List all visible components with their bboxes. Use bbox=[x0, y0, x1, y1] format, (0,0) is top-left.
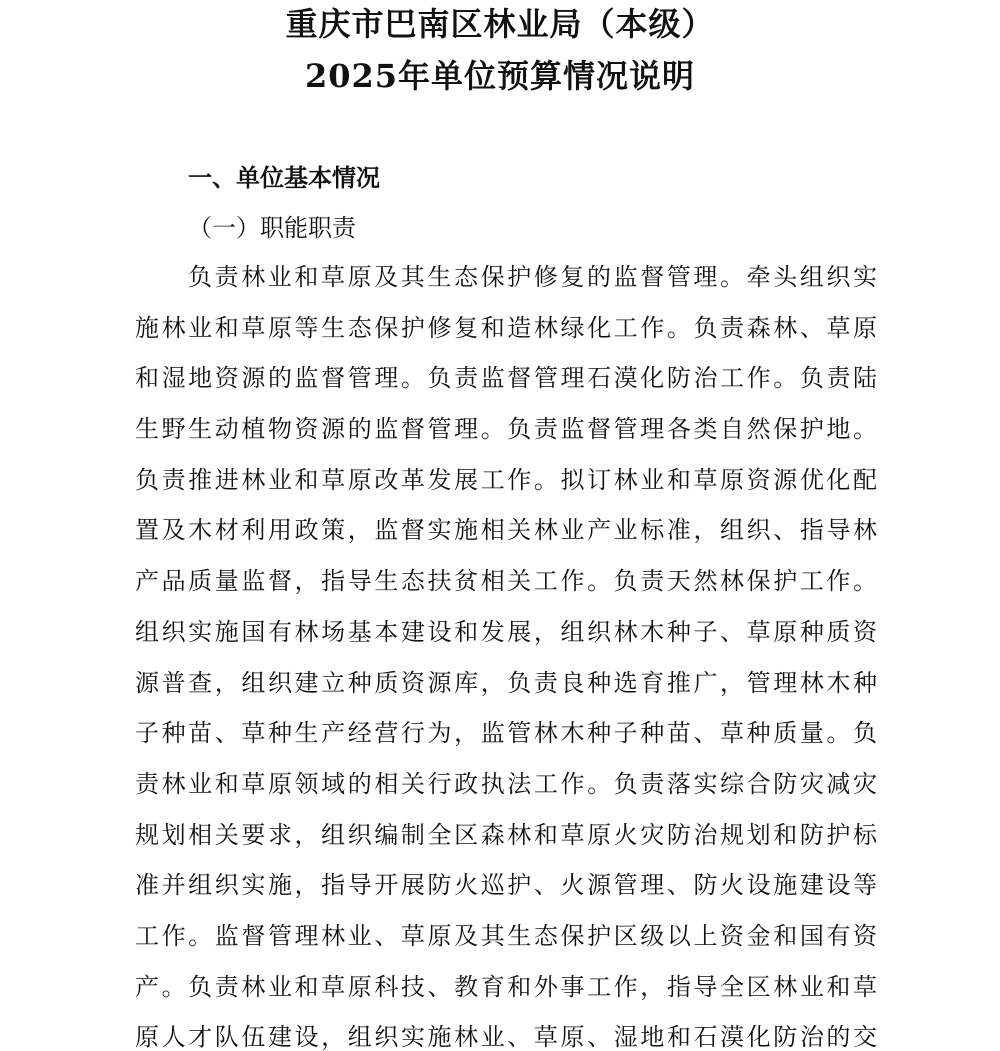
paragraph-line: 负责推进林业和草原改革发展工作。拟订林业和草原资源优化配 bbox=[135, 465, 877, 494]
section-heading-unit-basic-info: 一、单位基本情况 bbox=[188, 163, 380, 192]
duties-paragraph bbox=[135, 259, 877, 1051]
paragraph-line: 产。负责林业和草原科技、教育和外事工作，指导全区林业和草 bbox=[135, 972, 877, 1001]
document-title-line-2: 2025年单位预算情况说明 bbox=[304, 57, 696, 95]
paragraph-line: 负责林业和草原及其生态保护修复的监督管理。牵头组织实 bbox=[188, 263, 877, 291]
paragraph-line: 和湿地资源的监督管理。负责监督管理石漠化防治工作。负责陆 bbox=[135, 364, 877, 393]
paragraph-line: 生野生动植物资源的监督管理。负责监督管理各类自然保护地。 bbox=[135, 415, 877, 444]
paragraph-line: 置及木材利用政策，监督实施相关林业产业标准，组织、指导林 bbox=[135, 516, 877, 545]
paragraph-line: 工作。监督管理林业、草原及其生态保护区级以上资金和国有资 bbox=[135, 921, 877, 950]
subsection-heading-duties: （一）职能职责 bbox=[188, 214, 356, 242]
paragraph-line: 子种苗、草种生产经营行为，监管林木种子种苗、草种质量。负 bbox=[135, 719, 877, 748]
paragraph-line: 施林业和草原等生态保护修复和造林绿化工作。负责森林、草原 bbox=[135, 313, 877, 342]
paragraph-line: 责林业和草原领域的相关行政执法工作。负责落实综合防灾减灾 bbox=[135, 769, 877, 798]
paragraph-line: 组织实施国有林场基本建设和发展，组织林木种子、草原种质资 bbox=[135, 617, 877, 646]
paragraph-line: 准并组织实施，指导开展防火巡护、火源管理、防火设施建设等 bbox=[135, 871, 877, 900]
document-title-line-1: 重庆市巴南区林业局（本级） bbox=[285, 5, 715, 43]
paragraph-line: 规划相关要求，组织编制全区森林和草原火灾防治规划和防护标 bbox=[135, 820, 877, 849]
paragraph-line: 产品质量监督，指导生态扶贫相关工作。负责天然林保护工作。 bbox=[135, 567, 877, 596]
paragraph-line: 原人才队伍建设，组织实施林业、草原、湿地和石漠化防治的交 bbox=[135, 1023, 877, 1051]
paragraph-line: 源普查，组织建立种质资源库，负责良种选育推广，管理林木种 bbox=[135, 668, 877, 697]
